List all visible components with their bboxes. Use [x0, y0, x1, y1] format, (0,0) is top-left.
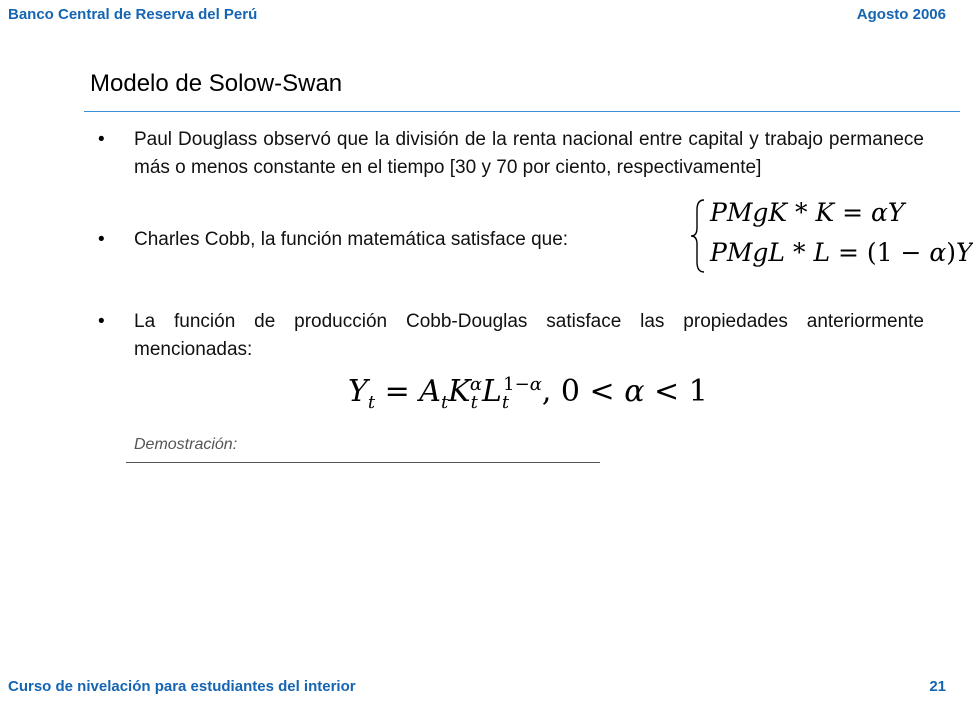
bullet-marker-1: •	[98, 129, 105, 150]
demonstration-line	[126, 462, 600, 463]
footer-course: Curso de nivelación para estudiantes del interior	[8, 678, 356, 695]
cobb-douglas-formula: $Y_t = A_tK_t^\alpha L_t^{1-\alpha}$, 0 < α < 1	[348, 374, 708, 413]
slide-title: Modelo de Solow-Swan	[90, 70, 343, 97]
equation-capital-share: PMgK * K = αY	[710, 198, 905, 227]
left-brace-icon	[688, 196, 708, 276]
demonstration-label: Demostración:	[134, 436, 238, 453]
bullet-cobb: Charles Cobb, la función matemática satisface que:	[134, 229, 569, 250]
title-underline	[84, 111, 960, 112]
bullet-douglass: Paul Douglass observó que la división de la renta nacional entre capital y trabajo permanece más o menos constante en el tiempo [30 y 70 por ciento, respectivamente]	[134, 129, 924, 178]
factor-share-equations	[688, 196, 973, 276]
bullet-marker-2: •	[98, 229, 105, 250]
header-institution: Banco Central de Reserva del Perú	[8, 6, 258, 23]
page-number: 21	[929, 678, 946, 695]
equation-labor-share: PMgL * L = (1 − α)Y	[710, 238, 973, 267]
bullet-marker-3: •	[98, 311, 105, 332]
header-date: Agosto 2006	[856, 6, 946, 23]
bullet-cobb-douglas: La función de producción Cobb-Douglas satisface las propiedades anteriormente mencionadas:	[134, 311, 924, 360]
